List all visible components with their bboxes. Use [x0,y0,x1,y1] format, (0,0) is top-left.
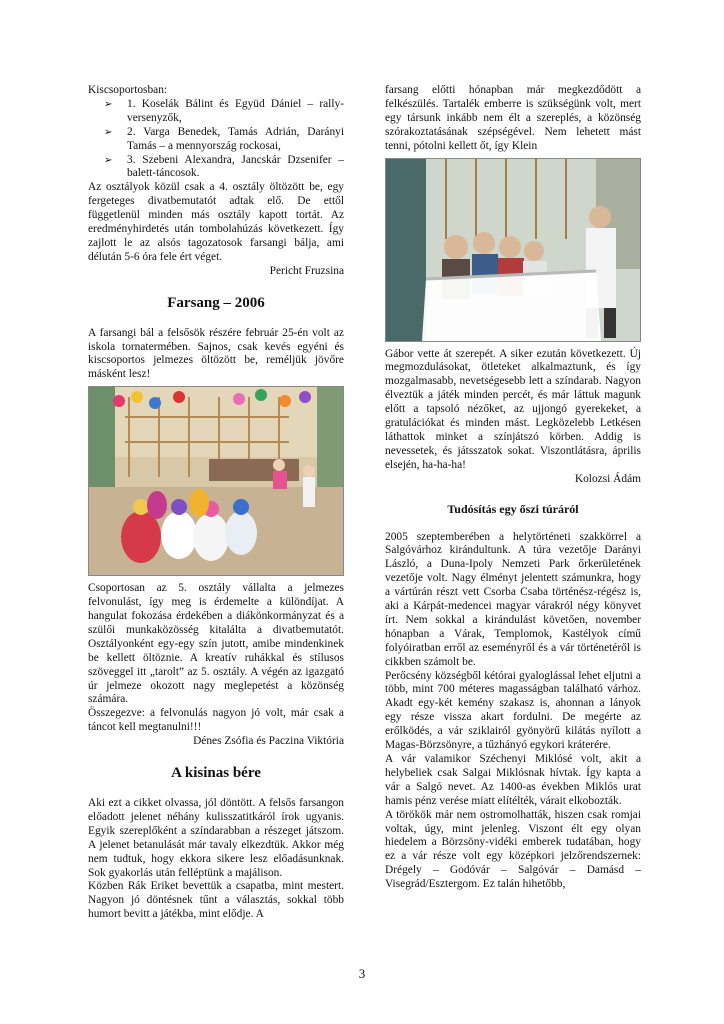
arrow-bullet-icon: ➢ [104,98,113,110]
bullet-item: ➢ 2. Varga Benedek, Tamás Adrián, Darányi Tamás – a mennyország rockosai, [104,125,344,152]
paragraph: A farsangi bál a felsősök részére február 25-én volt az iskola tornatermében. Sajnos, csak kevés egyéni és kiscsoportos jelmezes öltözött be, reméljük jövőre másként lesz! [88,326,344,381]
article-heading-tudositas: Tudósítás egy őszi túráról [447,501,579,516]
bullet-item: ➢ 1. Koselák Bálint és Együd Dániel – rally-versenyzők, [104,97,344,124]
paragraph: A vár valamikor Széchenyi Miklósé volt, akit a helybeliek csak Salgai Miklósnak hívtak. Így kapta a vár a Salgó nevet. Az 1400-as években Miklós urat hamis pénz verése miatt elítélték, várait elkobozták. [385,753,641,807]
paragraph: Az osztályok közül csak a 4. osztály öltözött be, egy fergeteges divatbemutatót adtak elő. De ettől függetlenül minden más osztály kapott tortát. Az eredményhirdetés után tombolahúzás következett. Így zajlott le az alsós tagozatosok farsangi bálja, ami délután 5-6 óra fele ért véget. [88,181,344,263]
right-column [385,84,641,892]
page-number: 3 [358,966,366,981]
paragraph: Gábor vette át szerepét. A siker ezután következett. Új megmozdulásokat, ötleteket alkalmaztunk, és így mozgalmasabb, nevetségesebb lett a színdarab. Nagyon élveztük a játék minden percét, és már láttuk magunk előtt a tapsoló nézőket, az ujjongó gyerekeket, a gratulációkat és minden mást. Legközelebb Letkésen láthattok minket a színjátszó körben. Addig is nevessetek, és játsszatok sokat. Viszontlátásra, április elsején, ha-ha-ha! [385,347,641,471]
author-signature: Dénes Zsófia és Paczina Viktória [193,735,344,748]
paragraph: Aki ezt a cikket olvassa, jól döntött. A felsős farsangon előadott jelenet néhány kulisszatitkáról írok ugyanis. Egyik szereplőként a színdarabban a részeget játszom. A jelenet betanulását már tavaly elkezdtük. Akkor még nem tudtuk, hogy ekkora sikere lesz előadásunknak. Sok gyakorlás után felléptünk a majálison. [88,797,344,879]
carnival-stage-photo [88,386,344,576]
bullet-item: ➢ 3. Szebeni Alexandra, Jancskár Dzsenifer – balett-táncosok. [104,153,344,180]
author-signature: Kolozsi Ádám [574,472,641,485]
paragraph: 2005 szeptemberében a helytörténeti szakkörrel a Salgóvárhoz kirándultunk. A túra vezetője Darányi László, a Duna-Ipoly Nemzeti Park őrkerületének vezetője volt. Nagy élményt jelentett számunkra, hogy a vártúrán részt vett Csorba Csaba történész-régész is, aki a Kárpát-medencei magyar várakról négy könyvet írt. Nem sokkal a kirándulást követően, november hónapban a Várak, Templomok, Kastélyok című folyóiratban erről az eseményről és a vár történetéről is cikkben számolt be. [385,530,641,668]
arrow-bullet-icon: ➢ [104,154,113,166]
paragraph: farsang előtti hónapban már megkezdődött a felkészülés. Tartalék emberre is szükségünk volt, mert egy társunk inkább nem élt a szereplés, a közönség szórakoztatásának szépségével. Nem lehetett mást tenni, pótolni kellett őt, így Klein [385,84,641,152]
paragraph: Perőcsény községből kétórai gyaloglással lehet eljutni a több, mint 700 méteres magasságban található várhoz. Akadt egy-két kemény szakasz is, ahonnan a lányok egy része vissza akart fordulni. De megérte az erőlködés, a vár sziklairól gyönyörű kilátás nyílott a Magas-Börzsönyre, a tűzhányó egykori kráterére. [385,669,641,752]
paragraph: Csoportosan az 5. osztály vállalta a jelmezes felvonulást, így meg is érdemelte a különdíjat. A hangulat fokozása érdekében a diákönkormányzat és a szülői munkaközösség kitalálta a divatbemutatót. Osztályonként egy-egy szín jutott, amibe mindenkinek be kellett öltöznie. A kreatív ruhákkal és stílusos szöveggel itt „tarolt” az 5. osztály. A végén az igazgató úr jelmeze okozott nagy meglepetést a közönség számára. [88,582,344,706]
left-column [88,84,344,922]
kiscsoport-intro: Kiscsoportosban: [88,84,168,96]
arrow-bullet-icon: ➢ [104,126,113,138]
paragraph: A törökök már nem ostromolhatták, hiszen csak romjai voltak, úgy, mint jelenleg. Viszont élt egy olyan hiedelem a Börzsöny-vidéki emberek tudatában, hogy ez a vár része volt egy középkori jelzőrendszernek: Drégely – Godóvár – Salgóvár – Damásd – Visegrád/Esztergom. Ez talán hihetőbb, [385,808,641,891]
paragraph: Közben Rák Eriket bevettük a csapatba, mint mestert. Nagyon jó döntésnek tűnt a választás, sokkal több humort bevitt a játékba, mint elődje. A [88,880,344,921]
paragraph: Összegezve: a felvonulás nagyon jó volt, már csak a táncot kell megtanulni!!! [88,707,344,734]
author-signature: Pericht Fruzsina [269,264,344,277]
article-heading-kisinas: A kisinas bére [171,765,261,782]
stage-play-photo [385,158,641,342]
article-heading-farsang: Farsang – 2006 [167,294,265,311]
